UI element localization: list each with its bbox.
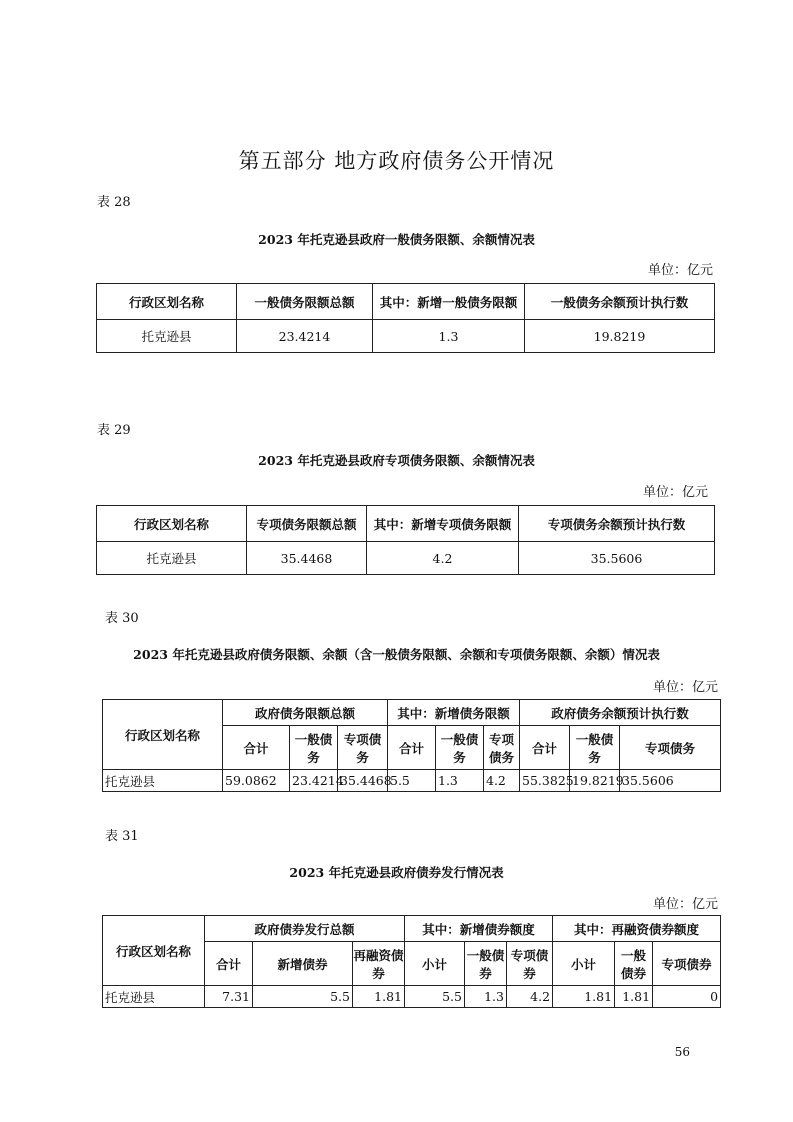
subheader-cell: 专项债务 xyxy=(484,726,520,770)
table-28-caption: 2023 年托克逊县政府一般债务限额、余额情况表 xyxy=(258,232,535,247)
header-cell: 行政区划名称 xyxy=(97,506,247,542)
header-cell: 行政区划名称 xyxy=(97,284,237,320)
table-30-unit: 单位：亿元 xyxy=(652,680,718,695)
region-cell: 托克逊县 xyxy=(97,320,237,353)
header-cell: 专项债务余额预计执行数 xyxy=(519,506,715,542)
value-cell: 1.3 xyxy=(465,986,507,1008)
subheader-cell: 合计 xyxy=(223,726,290,770)
value-cell: 19.8219 xyxy=(525,320,715,353)
subheader-cell: 新增债券 xyxy=(253,942,353,986)
header-cell: 专项债务限额总额 xyxy=(247,506,367,542)
table-28-unit: 单位：亿元 xyxy=(647,263,713,278)
value-cell: 1.3 xyxy=(436,770,484,792)
value-cell: 4.2 xyxy=(507,986,553,1008)
header-cell: 其中：新增一般债务限额 xyxy=(373,284,525,320)
subheader-cell: 一般债务 xyxy=(570,726,620,770)
subheader-cell: 一般债务 xyxy=(436,726,484,770)
value-cell: 19.8219 xyxy=(570,770,620,792)
value-cell: 1.81 xyxy=(353,986,405,1008)
value-cell: 4.2 xyxy=(484,770,520,792)
group-header-cell: 政府债务余额预计执行数 xyxy=(520,700,721,726)
subheader-cell: 专项债券 xyxy=(653,942,721,986)
subheader-cell: 一般债券 xyxy=(615,942,653,986)
value-cell: 35.5606 xyxy=(620,770,721,792)
table-31-unit: 单位：亿元 xyxy=(652,897,718,912)
region-cell: 托克逊县 xyxy=(97,542,247,575)
value-cell: 5.5 xyxy=(405,986,465,1008)
header-cell: 其中：新增专项债务限额 xyxy=(367,506,519,542)
table-31 xyxy=(102,915,721,1008)
group-header-cell: 其中：再融资债券额度 xyxy=(553,916,721,942)
header-cell: 一般债务余额预计执行数 xyxy=(525,284,715,320)
value-cell: 35.5606 xyxy=(519,542,715,575)
subheader-cell: 合计 xyxy=(520,726,570,770)
value-cell: 35.4468 xyxy=(338,770,388,792)
table-28-label: 表 28 xyxy=(97,195,131,210)
page-title: 第五部分 地方政府债务公开情况 xyxy=(238,149,555,173)
subheader-cell: 专项债务 xyxy=(620,726,721,770)
table-31-caption: 2023 年托克逊县政府债券发行情况表 xyxy=(289,865,504,880)
table-28 xyxy=(96,283,715,353)
region-cell: 托克逊县 xyxy=(103,770,223,792)
value-cell: 23.4214 xyxy=(290,770,338,792)
table-31-label: 表 31 xyxy=(105,829,139,844)
value-cell: 7.31 xyxy=(205,986,253,1008)
value-cell: 1.81 xyxy=(553,986,615,1008)
table-30 xyxy=(102,699,721,792)
value-cell: 1.81 xyxy=(615,986,653,1008)
subheader-cell: 专项债务 xyxy=(338,726,388,770)
subheader-cell: 小计 xyxy=(405,942,465,986)
table-29-unit: 单位：亿元 xyxy=(642,485,708,500)
subheader-cell: 小计 xyxy=(553,942,615,986)
value-cell: 5.5 xyxy=(388,770,436,792)
page-number: 56 xyxy=(674,1045,690,1059)
group-header-cell: 政府债券发行总额 xyxy=(205,916,405,942)
header-cell: 行政区划名称 xyxy=(103,700,223,770)
table-29-label: 表 29 xyxy=(97,423,131,438)
table-30-label: 表 30 xyxy=(105,611,139,626)
subheader-cell: 合计 xyxy=(205,942,253,986)
subheader-cell: 合计 xyxy=(388,726,436,770)
subheader-cell: 专项债券 xyxy=(507,942,553,986)
value-cell: 55.3825 xyxy=(520,770,570,792)
table-29-caption: 2023 年托克逊县政府专项债务限额、余额情况表 xyxy=(258,453,535,468)
subheader-cell: 一般债券 xyxy=(465,942,507,986)
value-cell: 59.0862 xyxy=(223,770,290,792)
header-cell: 一般债务限额总额 xyxy=(237,284,373,320)
subheader-cell: 再融资债券 xyxy=(353,942,405,986)
table-30-caption: 2023 年托克逊县政府债务限额、余额（含一般债务限额、余额和专项债务限额、余额）情况表 xyxy=(133,647,660,662)
value-cell: 4.2 xyxy=(367,542,519,575)
value-cell: 23.4214 xyxy=(237,320,373,353)
value-cell: 1.3 xyxy=(373,320,525,353)
value-cell: 5.5 xyxy=(253,986,353,1008)
group-header-cell: 其中：新增债务限额 xyxy=(388,700,520,726)
region-cell: 托克逊县 xyxy=(103,986,205,1008)
value-cell: 35.4468 xyxy=(247,542,367,575)
header-cell: 行政区划名称 xyxy=(103,916,205,986)
value-cell: 0 xyxy=(653,986,721,1008)
table-29 xyxy=(96,505,715,575)
group-header-cell: 其中：新增债券额度 xyxy=(405,916,553,942)
subheader-cell: 一般债务 xyxy=(290,726,338,770)
group-header-cell: 政府债务限额总额 xyxy=(223,700,388,726)
